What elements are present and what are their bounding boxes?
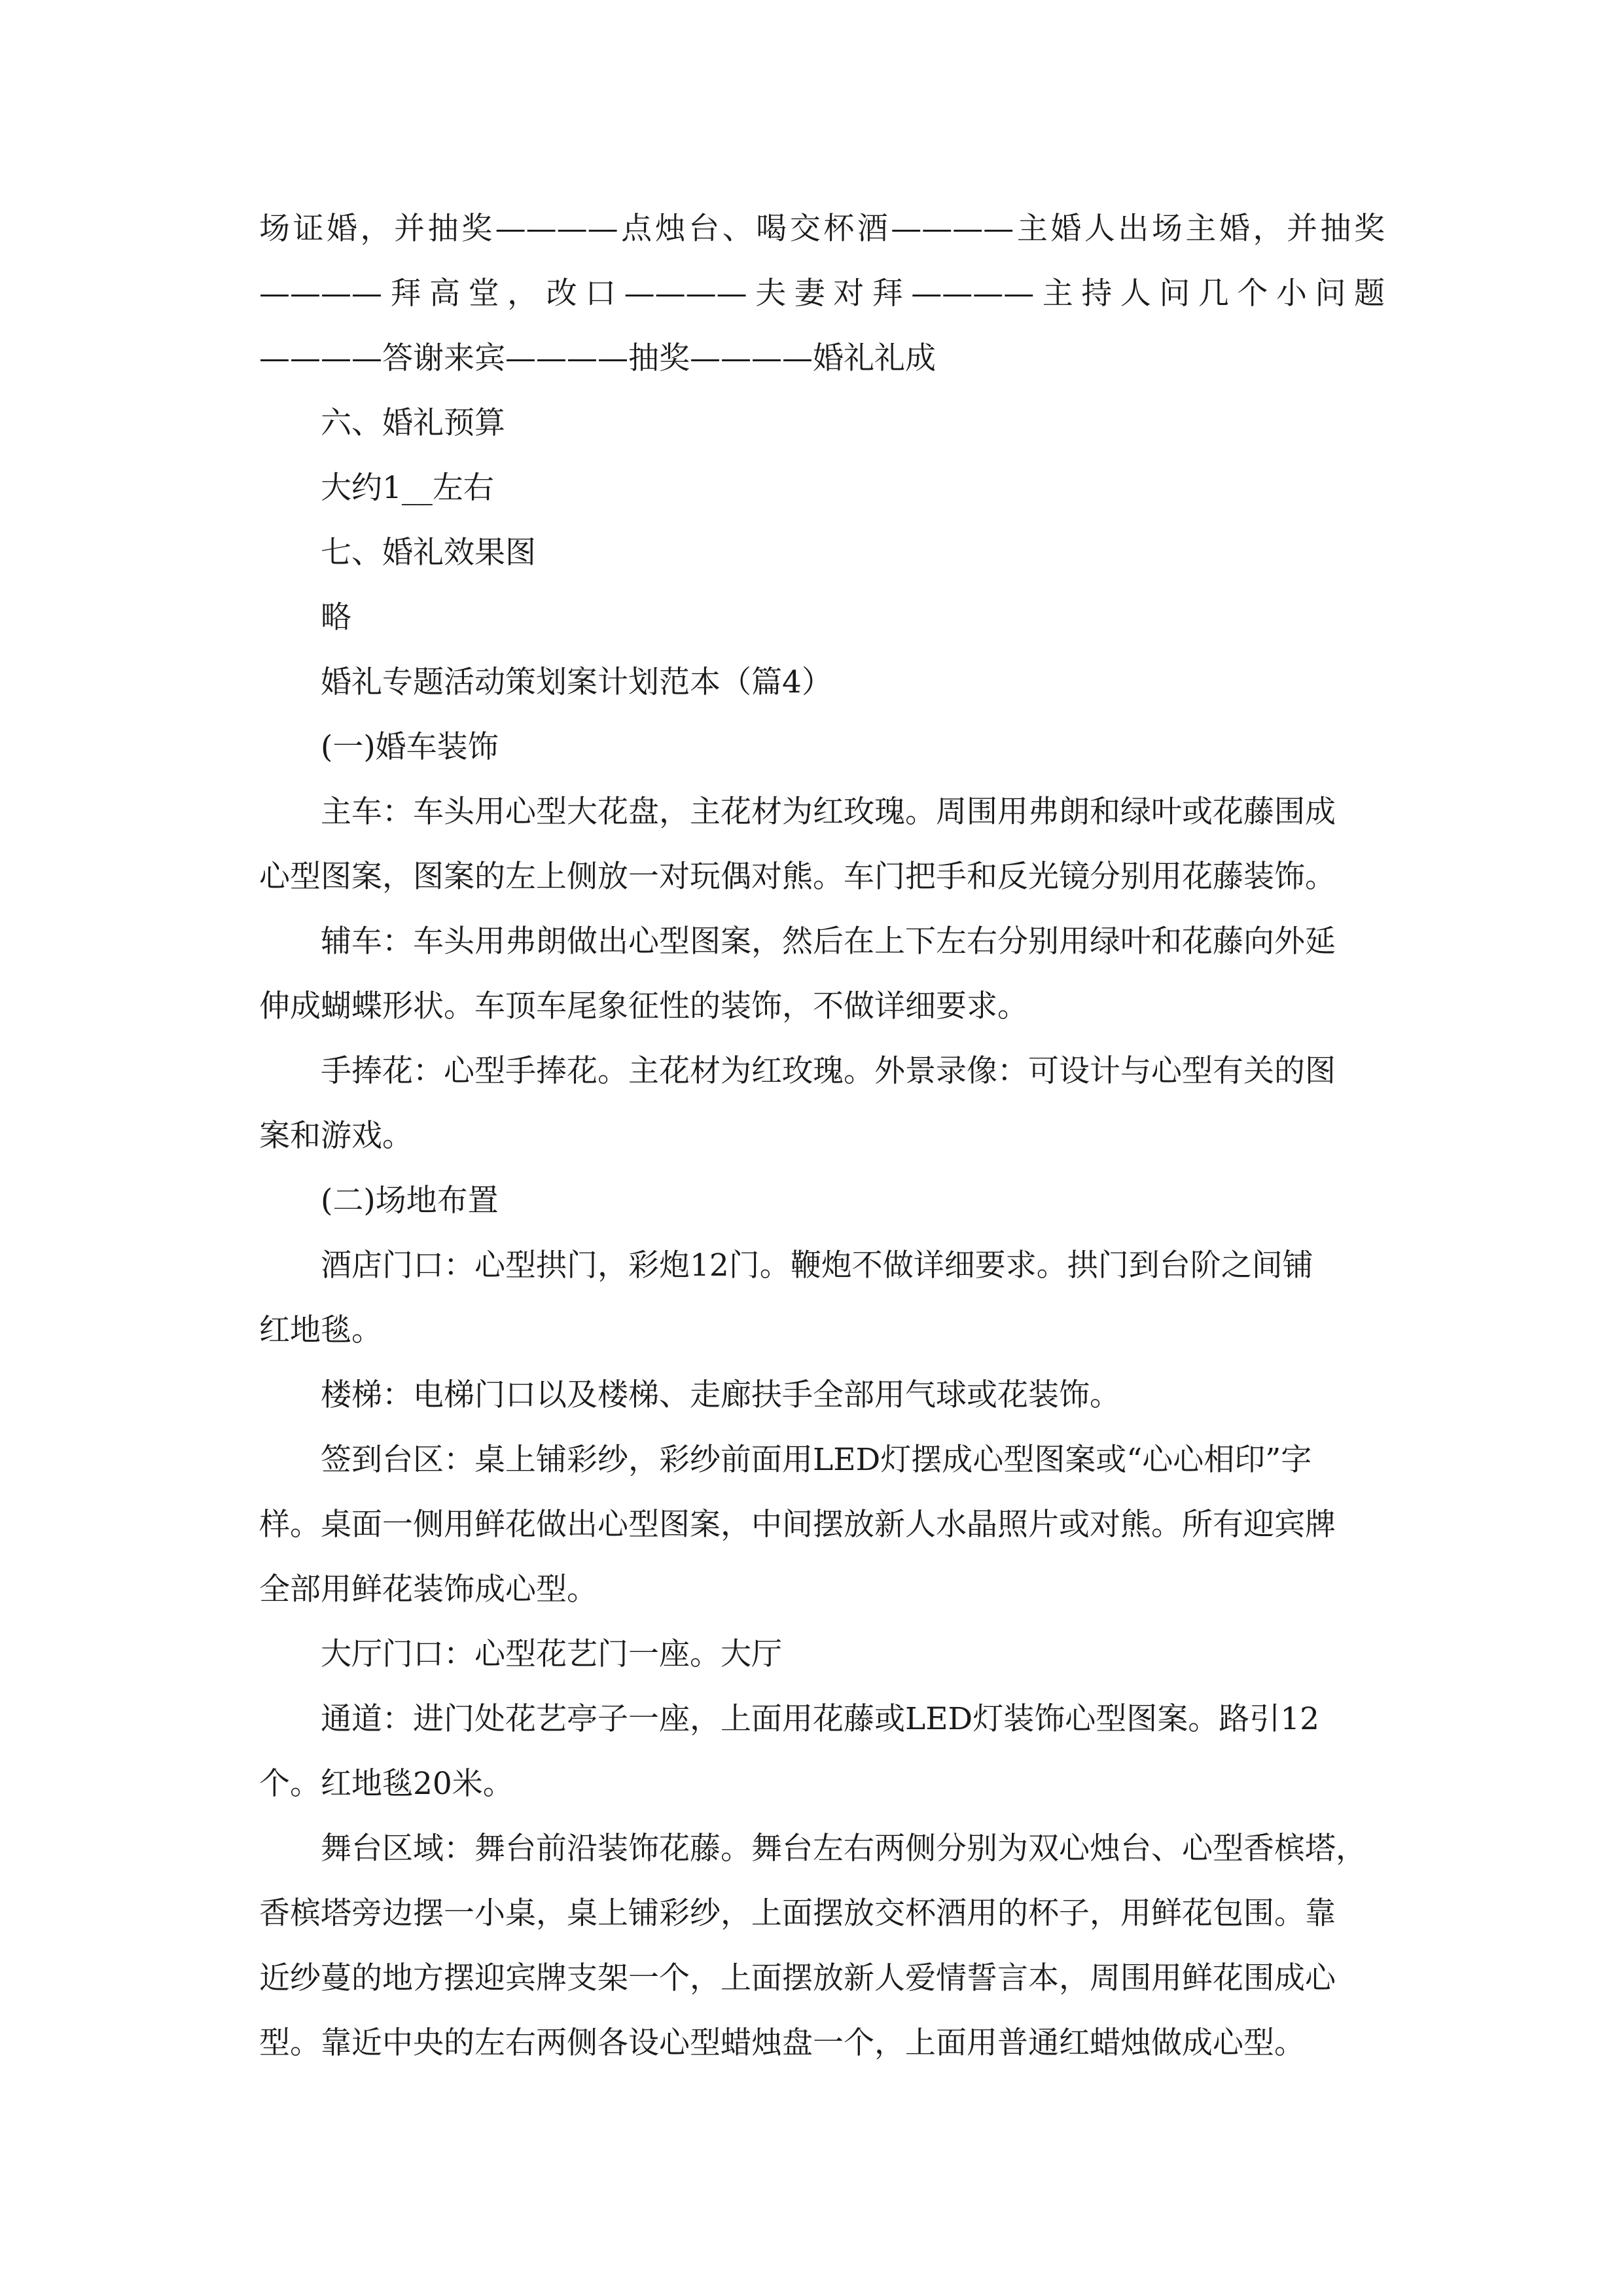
paragraph-line: 个。红地毯20米。 [259,1766,514,1802]
paragraph-line: 心型图案，图案的左上侧放一对玩偶对熊。车门把手和反光镜分别用花藤装饰。 [259,859,1336,895]
paragraph-line: ————答谢来宾————抽奖————婚礼礼成 [259,340,936,376]
section-heading: (二)场地布置 [321,1183,499,1219]
paragraph-line: 手捧花：心型手捧花。主花材为红玫瑰。外景录像：可设计与心型有关的图 [321,1053,1336,1089]
paragraph-line: 大厅门口：心型花艺门一座。大厅 [321,1636,782,1672]
paragraph-line: ————拜高堂，改口————夫妻对拜————主持人问几个小问题 [259,276,1385,312]
paragraph-line: 场证婚，并抽奖————点烛台、喝交杯酒————主婚人出场主婚，并抽奖 [259,211,1385,247]
paragraph-line: 全部用鲜花装饰成心型。 [259,1571,597,1607]
section-heading: 六、婚礼预算 [321,405,505,441]
paragraph-line: 主车：车头用心型大花盘，主花材为红玫瑰。周围用弗朗和绿叶或花藤围成 [321,794,1336,830]
paragraph-line: 样。桌面一侧用鲜花做出心型图案，中间摆放新人水晶照片或对熊。所有迎宾牌 [259,1507,1336,1543]
paragraph-line: 伸成蝴蝶形状。车顶车尾象征性的装饰，不做详细要求。 [259,988,1028,1024]
paragraph-line: 大约1__左右 [321,470,494,506]
paragraph-line: 辅车：车头用弗朗做出心型图案，然后在上下左右分别用绿叶和花藤向外延 [321,924,1336,960]
paragraph-line: 近纱蔓的地方摆迎宾牌支架一个，上面摆放新人爱情誓言本，周围用鲜花围成心 [259,1960,1336,1996]
document-title: 婚礼专题活动策划案计划范本（篇4） [321,664,832,700]
paragraph-line: 签到台区：桌上铺彩纱，彩纱前面用LED灯摆成心型图案或“心心相印”字 [321,1442,1312,1478]
paragraph-line: 酒店门口：心型拱门，彩炮12门。鞭炮不做详细要求。拱门到台阶之间铺 [321,1247,1313,1283]
paragraph-line: 略 [321,600,351,636]
paragraph-line: 案和游戏。 [259,1118,413,1154]
paragraph-line: 楼梯：电梯门口以及楼梯、走廊扶手全部用气球或花装饰。 [321,1377,1120,1413]
paragraph-line: 香槟塔旁边摆一小桌，桌上铺彩纱，上面摆放交杯酒用的杯子，用鲜花包围。靠 [259,1895,1336,1931]
paragraph-line: 红地毯。 [259,1312,382,1348]
paragraph-line: 型。靠近中央的左右两侧各设心型蜡烛盘一个，上面用普通红蜡烛做成心型。 [259,2025,1305,2061]
section-heading: (一)婚车装饰 [321,729,499,765]
paragraph-line: 通道：进门处花艺亭子一座，上面用花藤或LED灯装饰心型图案。路引12 [321,1701,1320,1737]
paragraph-line: 舞台区域：舞台前沿装饰花藤。舞台左右两侧分别为双心烛台、心型香槟塔， [321,1831,1366,1867]
document-body [259,196,1385,2075]
section-heading: 七、婚礼效果图 [321,535,536,571]
